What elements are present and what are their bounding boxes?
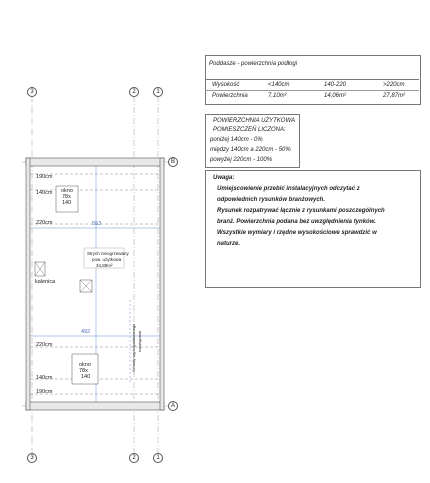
table-header-cell: <140cm	[268, 82, 290, 88]
room-area: 34,89m²	[96, 263, 113, 268]
note-line: Wszystkie wymiary i rzędne wysokościowe sprawdzić w	[217, 230, 377, 236]
table-cell: 7,10m²	[268, 93, 287, 99]
axis-marker-a: A	[168, 401, 178, 411]
window-label: okno	[61, 188, 73, 194]
room-usage: pow. użytkowa	[92, 257, 122, 262]
table-header-cell: Wysokość	[212, 82, 240, 88]
table-cell: Powierzchnia	[212, 93, 248, 99]
axis-marker-3-bottom: 3	[27, 453, 37, 463]
note-line: branż. Powierzchnia podana bez uwzględnienia tynków.	[217, 219, 376, 225]
table-header-cell: >220cm	[383, 82, 405, 88]
window-label: 140	[62, 200, 72, 206]
table-cell: 14,06m²	[324, 93, 347, 99]
table-row-divider	[205, 90, 419, 91]
height-label: 190cm	[36, 174, 53, 180]
note-line: odpowiednich rysunków branżowych.	[217, 197, 326, 203]
notes-title: Uwaga:	[213, 175, 235, 181]
wall-bottom	[26, 402, 164, 410]
height-label: 190cm	[36, 389, 53, 395]
axis-marker-2-top: 2	[129, 87, 139, 97]
window-label: 78x	[62, 194, 71, 200]
table-cell: 27,87m²	[383, 93, 406, 99]
axis-marker-1-bottom: 1	[153, 453, 163, 463]
axis-marker-1-top: 1	[153, 87, 163, 97]
wall-right	[160, 158, 164, 410]
height-label: 220cm	[36, 220, 53, 226]
ridge-label: kalenica	[35, 279, 56, 285]
height-label: 220cm	[36, 342, 53, 348]
legend-subtitle: POMIESZCZEŃ LICZONA:	[213, 127, 286, 133]
legend-title: POWIERZCHNIA UŻYTKOWA	[213, 118, 296, 124]
area-table-divider	[205, 79, 419, 80]
dimension-value: 553	[92, 221, 102, 227]
note-line: Rysunek rozpatrywać łącznie z rysunkami poszczególnych	[217, 208, 385, 214]
window-label: okno	[79, 362, 91, 368]
stair-label: rozwiązania	[137, 330, 142, 352]
axis-marker-b: B	[168, 157, 178, 167]
wall-top	[26, 158, 164, 166]
dimension-value: 492	[81, 329, 91, 335]
legend-line: powyżej 220cm - 100%	[210, 157, 273, 163]
stair-label: Schody wg indywidualnego	[131, 323, 136, 372]
axis-marker-3-top: 3	[27, 87, 37, 97]
window-label: 140	[81, 374, 91, 380]
area-table-title: Poddasze - powierzchnia podłogi	[209, 61, 298, 67]
legend-line: poniżej 140cm - 0%	[210, 137, 263, 143]
table-header-cell: 140-220	[324, 82, 347, 88]
note-line: Umiejscowienie przebić instalacyjnych odczytać z	[217, 186, 360, 192]
height-label: 140cm	[36, 375, 53, 381]
legend-line: między 140cm a 220cm - 50%	[210, 147, 291, 153]
wall-left	[26, 158, 30, 410]
window-label: 78x	[79, 368, 88, 374]
axis-marker-2-bottom: 2	[129, 453, 139, 463]
height-label: 140cm	[36, 190, 53, 196]
room-name: Strych nieogrzewany	[87, 251, 129, 256]
note-line: naturze.	[217, 241, 241, 247]
